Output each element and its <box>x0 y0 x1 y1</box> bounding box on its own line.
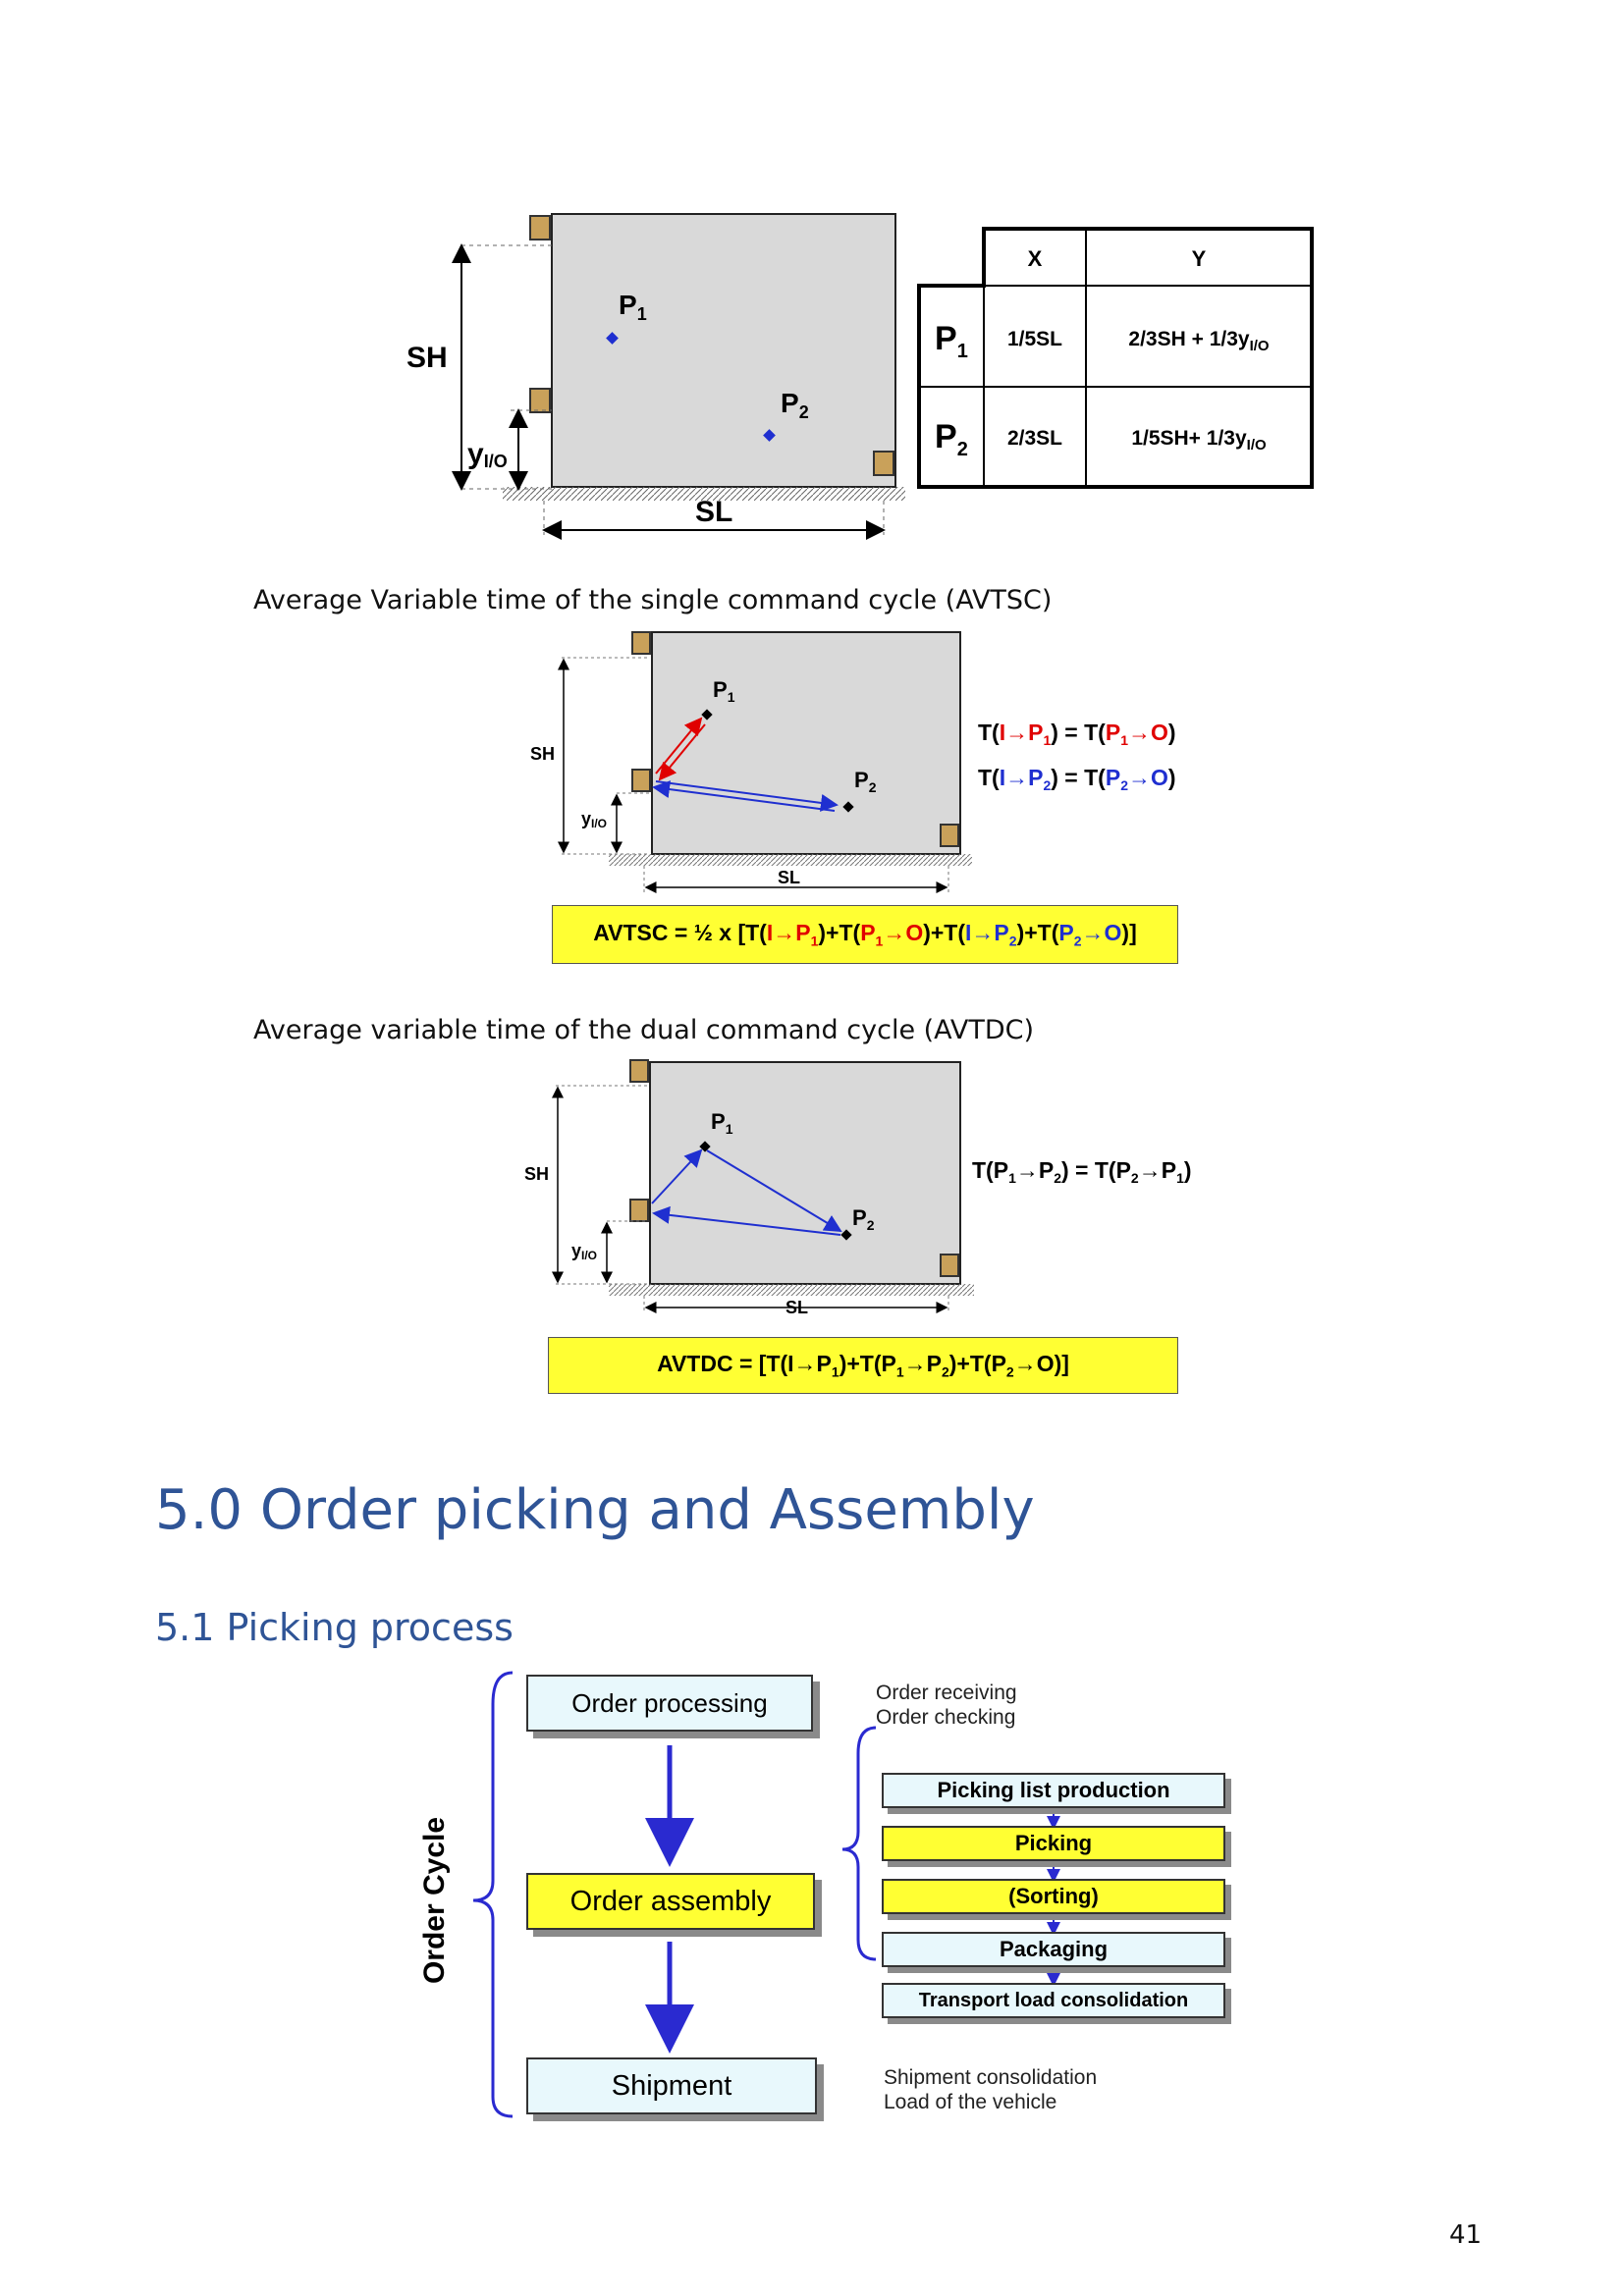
order-processing-label: Order processing <box>571 1687 768 1718</box>
order-assembly-box <box>526 1873 815 1930</box>
shipment-box <box>526 2057 817 2114</box>
note-load-vehicle: Load of the vehicle <box>884 2091 1057 2113</box>
p2-label-3: $P_2$ <box>852 1205 875 1233</box>
p1-label-3: $P_1$ <box>711 1109 733 1137</box>
order-cycle-diagram <box>403 1665 1247 2136</box>
sl-label: SL <box>695 496 733 528</box>
io-station-mid-2 <box>632 770 650 791</box>
p1-label: $P_1$ <box>619 290 647 324</box>
note-order-checking: Order checking <box>876 1706 1016 1729</box>
avtdc-formula-box <box>548 1337 1178 1394</box>
col-header-x: X <box>1027 246 1043 271</box>
avtsc-formula: AVTSC = ½ x $[T(I\to P_1)+T(P_1\to O)+T(I\to P_2)+T(P_2\to O)]$ <box>593 920 1137 949</box>
yio-label: yI/O <box>467 438 508 471</box>
cell-p2-y: $1/5SH+ 1/3y_{I/O}$ <box>1131 427 1267 454</box>
io-station-right <box>874 452 893 475</box>
rack-panel-3 <box>650 1062 960 1284</box>
processing-notes <box>876 1681 1017 1730</box>
sl-label-3: SL <box>785 1298 809 1317</box>
cell-p1-y: $2/3SH + 1/3y_{I/O}$ <box>1128 328 1270 354</box>
order-cycle-brace <box>473 1673 513 2116</box>
sh-label-3: SH <box>524 1164 550 1184</box>
p1-label-2: $P_1$ <box>713 677 735 705</box>
rack-panel-2 <box>652 632 960 854</box>
cell-p2-x: 2/3SL <box>1006 427 1063 450</box>
io-station-top <box>530 216 550 240</box>
caption-avtdc: Average variable time of the dual command cycle (AVTDC) <box>253 1015 1035 1045</box>
page-number: 41 <box>1449 2220 1483 2250</box>
figure-avtdc <box>511 1056 1218 1331</box>
step-picking: Picking <box>882 1826 1225 1861</box>
step-transport-consolidation: Transport load consolidation <box>882 1983 1225 2018</box>
assembly-brace <box>842 1728 876 1959</box>
rack-panel <box>552 214 895 487</box>
avtdc-eq: $T(P_1\to P_2) = T(P_2\to P_1)$ <box>972 1157 1192 1186</box>
coordinates-table <box>917 227 1314 489</box>
io-station-mid-3 <box>630 1200 648 1221</box>
avtsc-formula-box <box>552 905 1178 964</box>
shipment-notes <box>884 2065 1097 2114</box>
order-processing-box <box>526 1675 813 1732</box>
cell-p1-x: 1/5SL <box>1006 328 1063 350</box>
note-order-receiving: Order receiving <box>876 1682 1017 1704</box>
sh-label: SH <box>406 342 448 374</box>
sl-label-2: SL <box>778 868 801 887</box>
io-station-top-3 <box>630 1060 648 1082</box>
yio-label-3: yI/O <box>571 1241 598 1262</box>
io-station-top-2 <box>632 632 650 654</box>
step-sorting: (Sorting) <box>882 1879 1225 1914</box>
step-picking-list: Picking list production <box>882 1773 1225 1808</box>
step-packaging: Packaging <box>882 1932 1225 1967</box>
io-station-right-2 <box>941 825 958 846</box>
figure-avtsc <box>511 626 1218 901</box>
io-station-right-3 <box>941 1255 958 1276</box>
avtsc-eq-1: $T(I\to P_1) = T(P_1\to O)$ <box>978 720 1176 748</box>
row-label-p2: $P_2$ <box>935 418 968 460</box>
avtdc-formula: AVTDC = $[T(I\to P_1)+T(P_1\to P_2)+T(P_2\to O)]$ <box>657 1351 1069 1380</box>
shipment-label: Shipment <box>611 2069 732 2102</box>
floor-hatch-2 <box>609 854 972 866</box>
p2-label: $P_2$ <box>781 388 809 422</box>
io-station-mid <box>530 389 550 412</box>
caption-avtsc: Average Variable time of the single command cycle (AVTSC) <box>253 585 1053 615</box>
p2-label-2: $P_2$ <box>854 768 877 795</box>
order-assembly-label: Order assembly <box>569 1885 772 1917</box>
yio-label-2: yI/O <box>581 809 608 830</box>
order-cycle-label: Order Cycle <box>417 1816 451 1985</box>
heading-picking-process: 5.1 Picking process <box>155 1606 514 1649</box>
heading-order-picking: 5.0 Order picking and Assembly <box>155 1478 1035 1542</box>
avtsc-eq-2: $T(I\to P_2) = T(P_2\to O)$ <box>978 765 1176 793</box>
row-label-p1: $P_1$ <box>935 320 968 362</box>
sh-label-2: SH <box>530 744 556 764</box>
note-shipment-consolidation: Shipment consolidation <box>884 2066 1098 2089</box>
floor-hatch-3 <box>609 1284 974 1296</box>
col-header-y: Y <box>1191 246 1207 271</box>
